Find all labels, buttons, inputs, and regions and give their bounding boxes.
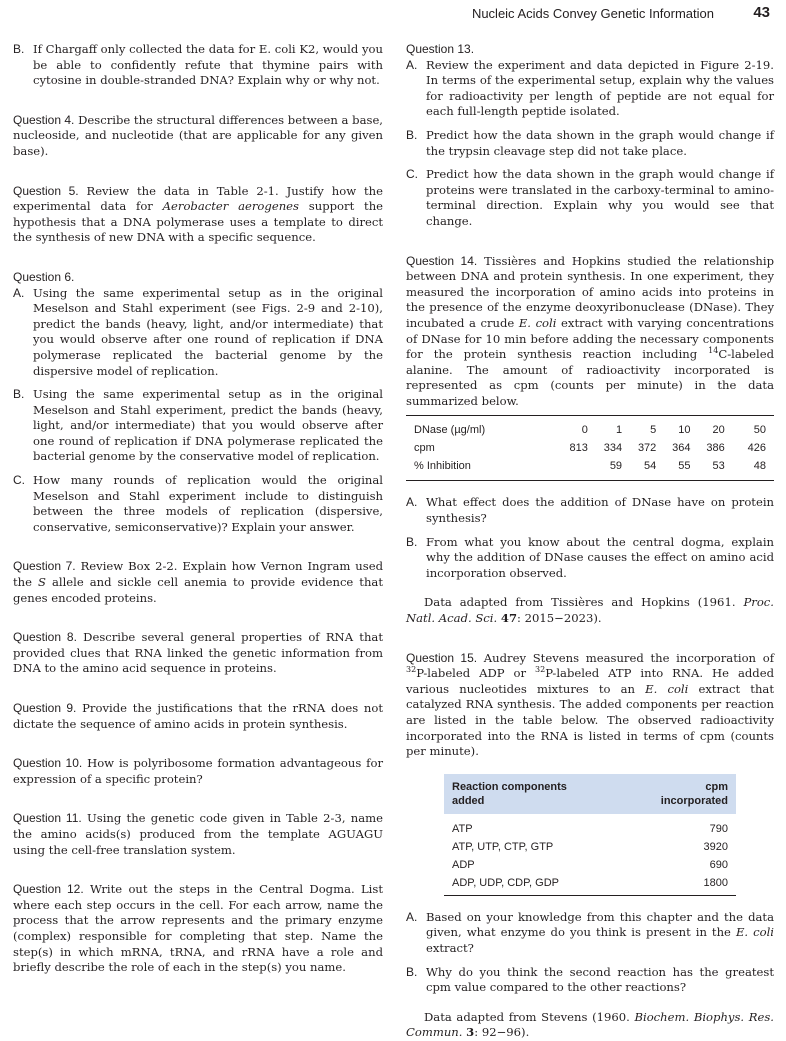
table-cell: 790	[709, 822, 728, 835]
question-text: C-labeled alanine. The amount of radioactivity incorporated is represented as cpm (counts per minute) in the data summarized below.	[406, 347, 775, 408]
question-text: allele and sickle cell anemia to provide evidence that genes encoded proteins.	[13, 575, 384, 605]
allele-name: S	[38, 575, 46, 590]
q13-part-c	[406, 167, 774, 229]
question-label: Question 12.	[13, 882, 84, 897]
table-cell: 59	[588, 457, 622, 481]
table-cell: 1	[588, 416, 622, 440]
table-cell: 50	[725, 416, 774, 440]
question-text: Provide the justifications that the rRNA does not dictate the sequence of amino acids in protein synthesis.	[13, 701, 384, 731]
volume-number: 3	[466, 1025, 475, 1040]
table-cell: ADP, UDP, CDP, GDP	[444, 874, 623, 896]
item-text-part: extract?	[426, 940, 474, 955]
column-header: cpm incorporated	[623, 774, 737, 814]
question-text: Using the genetic code given in Table 2-3, name the amino acids(s) produced from the template AGUAGU using the cell-free translation system.	[13, 811, 383, 857]
table-cell: 20	[691, 416, 725, 440]
question-label: Question 6.	[13, 269, 75, 284]
question-label: Question 14.	[406, 253, 478, 268]
question-label: Question 8.	[13, 630, 77, 645]
dnase-data-table	[406, 415, 774, 481]
item-letter: A.	[13, 285, 25, 300]
table-cell: 5	[622, 416, 656, 440]
row-label: % Inhibition	[406, 457, 554, 481]
column-header: Reaction components added	[444, 774, 623, 814]
q15-part-a	[406, 910, 774, 957]
journal-name: Proc. Natl. Acad. Sci.	[406, 595, 774, 626]
volume-number: 47	[500, 611, 518, 626]
item-letter: C.	[406, 167, 418, 182]
table-cell: 48	[725, 457, 774, 481]
item-text: If Chargaff only collected the data for E. coli K2, would you be able to confidently refute that thymine pairs with cytosine in double-stranded DNA? Explain why or why not.	[33, 42, 383, 88]
q3-part-b	[13, 42, 383, 89]
table-cell: 690	[709, 858, 728, 871]
question-text: Tissières and Hopkins studied the relationship between DNA and protein synthesis. In one experiment, they measured the incorporation of amino acids into proteins in the presence of the enzyme deoxyribonuclease (DNase). They incubated a crude	[406, 253, 775, 330]
question-8	[13, 630, 383, 677]
citation-text: Data adapted from Tissières and Hopkins (1961.	[424, 595, 736, 610]
table-cell: 426	[747, 442, 766, 455]
item-text: Using the same experimental setup as in the original Meselson and Stahl experiment (see Figs. 2-9 and 2-10), predict the bands (heavy, light, and/or intermediate) that you would observe after one round of replication if DNA polymerase replicated the bacterial genome by the dispersive model of replication.	[33, 285, 383, 378]
q6-part-c	[13, 473, 383, 535]
item-letter: A.	[406, 495, 418, 510]
item-text: How many rounds of replication would the original Meselson and Stahl experiment include to distinguish between the three models of replication (dispersive, conservative, semiconservative)? Explain your answer.	[33, 473, 383, 534]
q13-part-b	[406, 128, 774, 159]
row-label: cpm	[414, 442, 435, 455]
question-6	[13, 270, 383, 536]
question-10	[13, 756, 383, 787]
table-row	[444, 838, 736, 856]
table-cell: 53	[691, 457, 725, 481]
isotope-superscript: 32	[406, 665, 417, 675]
item-text: Review the experiment and data depicted in Figure 2-19. In terms of the experimental setup, explain why the values for radioactivity per length of peptide are not equal for each full-length peptide isolated.	[426, 57, 774, 119]
item-text	[426, 910, 774, 957]
question-text: Describe the structural differences between a base, nucleoside, and nucleotide (that are applicable for any given base).	[13, 112, 383, 158]
species-name: E. coli	[735, 925, 774, 940]
item-text: What effect does the addition of DNase have on protein synthesis?	[426, 495, 774, 526]
question-label: Question 4.	[13, 112, 75, 127]
table-cell: ADP	[452, 858, 475, 871]
table-cell	[554, 457, 588, 481]
item-text-part: Based on your knowledge from this chapter and the data given, what enzyme do you think is present in the	[426, 909, 774, 940]
table-cell: ATP	[452, 822, 473, 835]
table-header-row	[444, 774, 736, 814]
item-letter: B.	[406, 127, 418, 142]
citation-text: Data adapted from Stevens (1960.	[424, 1009, 630, 1024]
question-12	[13, 882, 383, 976]
table-cell: 372	[637, 442, 657, 455]
page-number: 43	[753, 4, 770, 21]
question-text: How is polyribosome formation advantageous for expression of a specific protein?	[13, 756, 383, 786]
species-name: E. coli	[518, 315, 557, 330]
reaction-table	[444, 774, 736, 896]
question-4	[13, 113, 383, 160]
isotope-superscript: 14	[708, 346, 719, 356]
question-text: Audrey Stevens measured the incorporation of	[483, 650, 774, 665]
citation-text: : 2015−2023).	[517, 611, 602, 626]
table-cell: ATP, UTP, CTP, GTP	[452, 840, 554, 853]
table-cell: 3920	[703, 840, 728, 853]
table-cell: 0	[554, 416, 588, 440]
item-text: Predict how the data shown in the graph would change if the trypsin cleavage step did not take place.	[426, 127, 774, 158]
table-cell: 54	[622, 457, 656, 481]
question-text: extract with varying concentrations of DNase for 10 min before adding the necessary components for the protein synthesis reaction including	[406, 315, 774, 362]
running-title: Nucleic Acids Convey Genetic Information	[471, 6, 714, 21]
question-14	[406, 254, 774, 410]
item-text: Using the same experimental setup as in the original Meselson and Stahl experiment, predict the bands (heavy, light, and/or intermediate) that you would observe after one round of replication if DNA polymerase replicated the bacterial genome by the conservative model of replication.	[33, 387, 383, 464]
page-header	[0, 4, 786, 24]
question-label: Question 9.	[13, 701, 77, 715]
species-name: Aerobacter aerogenes	[162, 199, 299, 214]
question-text: P-labeled ADP or	[416, 666, 527, 681]
q14-part-b	[406, 535, 774, 582]
question-7	[13, 559, 383, 606]
item-letter: C.	[13, 473, 25, 488]
table-cell: 1800	[623, 874, 737, 896]
question-text: P-labeled ATP into RNA. He added various nucleotides mixtures to an	[406, 666, 775, 696]
table-row	[406, 439, 774, 457]
table-cell: 813	[569, 442, 588, 455]
question-text: extract that catalyzed RNA synthesis. The added components per reaction are listed in the table below. The observed radioactivity incorporated into the RNA is listed in terms of cpm (counts per minute).	[406, 681, 775, 759]
q15-citation	[406, 1010, 774, 1041]
question-15	[406, 651, 774, 760]
question-label: Question 7.	[13, 559, 76, 574]
table-cell: 55	[656, 457, 690, 481]
q14-citation	[406, 595, 774, 626]
table-cell: 386	[706, 442, 725, 455]
table-cell: 10	[656, 416, 690, 440]
item-letter: A.	[406, 909, 418, 924]
question-5	[13, 184, 383, 246]
item-letter: B.	[13, 387, 25, 402]
isotope-superscript: 32	[535, 665, 546, 675]
question-label: Question 11.	[13, 811, 82, 826]
question-9	[13, 701, 383, 732]
table-cell: 364	[672, 442, 691, 455]
item-text: Why do you think the second reaction has the greatest cpm value compared to the other reactions?	[426, 964, 774, 995]
q13-part-a	[406, 58, 774, 120]
question-text: support the hypothesis that a DNA polymerase uses a template to direct the synthesis of new DNA with a specific sequence.	[13, 199, 384, 245]
row-label: DNase (µg/ml)	[406, 416, 554, 440]
left-column	[13, 42, 383, 976]
journal-name: Biochem. Biophys. Res. Commun.	[406, 1009, 774, 1040]
right-column	[406, 42, 774, 1041]
table-row	[406, 416, 774, 440]
item-text: Predict how the data shown in the graph would change if proteins were translated in the carboxy-terminal to amino-terminal direction. Explain why you would see that change.	[426, 167, 774, 228]
q6-part-a	[13, 286, 383, 380]
q14-part-a	[406, 495, 774, 526]
item-letter: B.	[406, 534, 418, 549]
q6-part-b	[13, 387, 383, 465]
question-13	[406, 42, 774, 230]
question-text: Review Box 2-2. Explain how Vernon Ingram used the	[13, 559, 384, 590]
question-label: Question 10.	[13, 756, 83, 771]
item-letter: B.	[406, 964, 418, 979]
question-label: Question 13.	[406, 42, 475, 56]
question-11	[13, 811, 383, 858]
q15-part-b	[406, 965, 774, 996]
question-text: Review the data in Table 2-1. Justify how the experimental data for	[13, 183, 383, 214]
item-letter: B.	[13, 42, 25, 56]
table-row	[444, 874, 736, 896]
table-row	[444, 814, 736, 838]
question-text: Write out the steps in the Central Dogma. List where each step occurs in the cell. For each arrow, name the process that the arrow represents and the primary enzyme (complex) responsible for completing that step. Name the step(s) in which mRNA, tRNA, and rRNA have a role and briefly describe the role of each in the step(s) you name.	[13, 882, 384, 975]
table-row	[406, 457, 774, 481]
question-label: Question 5.	[13, 183, 79, 198]
item-text: From what you know about the central dogma, explain why the addition of DNase causes the effect on amino acid incorporation observed.	[426, 534, 774, 580]
table-cell: 334	[603, 442, 623, 455]
item-letter: A.	[406, 57, 418, 72]
question-text: Describe several general properties of RNA that provided clues that RNA linked the genetic information from DNA to the amino acid sequence in proteins.	[13, 630, 383, 676]
table-row	[444, 856, 736, 874]
question-label: Question 15.	[406, 650, 478, 665]
species-name: E. coli	[645, 681, 689, 696]
citation-text: : 92−96).	[474, 1025, 530, 1040]
